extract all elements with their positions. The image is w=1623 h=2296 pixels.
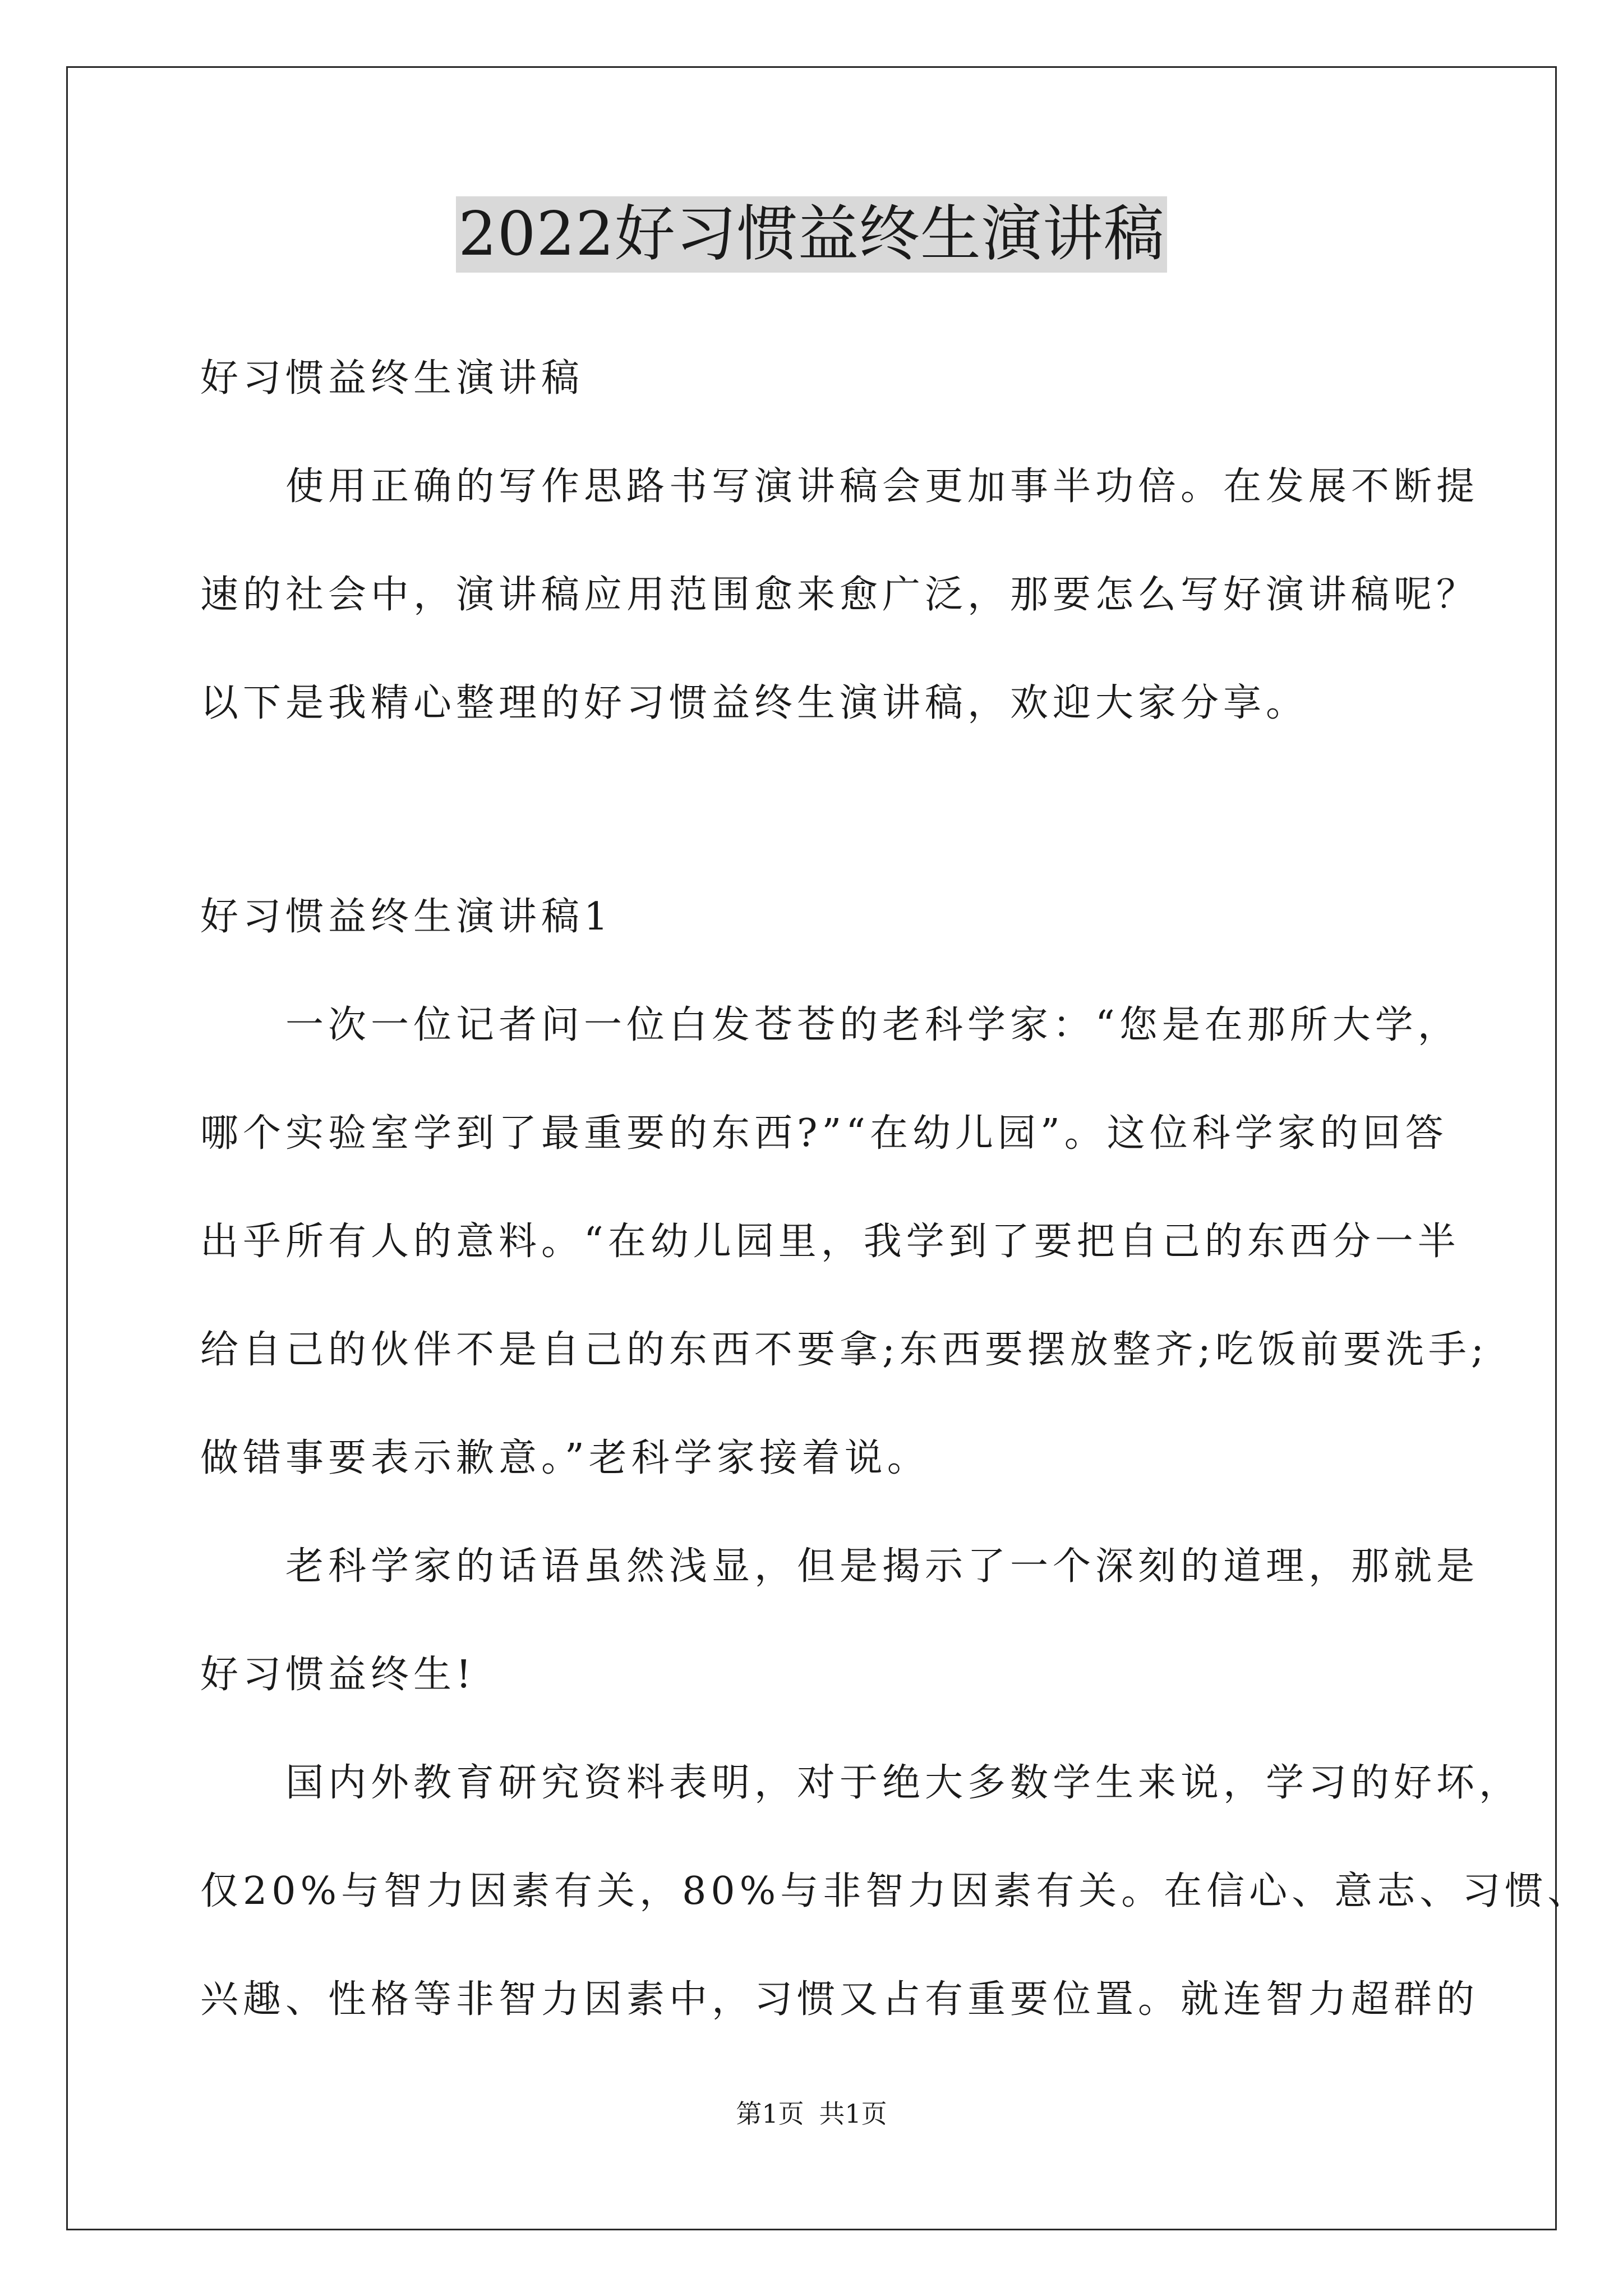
body-line: 一次一位记者问一位白发苍苍的老科学家：“您是在那所大学， — [200, 1003, 1460, 1047]
body-line: 以下是我精心整理的好习惯益终生演讲稿，欢迎大家分享。 — [200, 681, 1309, 725]
body-line: 仅20%与智力因素有关，80%与非智力因素有关。在信心、意志、习惯、 — [200, 1869, 1590, 1913]
body-line: 好习惯益终生演讲稿 — [200, 356, 584, 401]
body-line: 老科学家的话语虽然浅显，但是揭示了一个深刻的道理，那就是 — [200, 1544, 1479, 1589]
body-line: 好习惯益终生演讲稿1 — [200, 895, 613, 939]
body-line: 速的社会中，演讲稿应用范围愈来愈广泛，那要怎么写好演讲稿呢？ — [200, 573, 1479, 617]
document-title: 2022好习惯益终生演讲稿 — [456, 196, 1167, 273]
body-line: 哪个实验室学到了最重要的东西?”“在幼儿园”。这位科学家的回答 — [200, 1111, 1448, 1156]
body-line: 兴趣、性格等非智力因素中，习惯又占有重要位置。就连智力超群的 — [200, 1977, 1479, 2022]
page-number: 第1页 — [736, 2099, 804, 2129]
body-line: 做错事要表示歉意。”老科学家接着说。 — [200, 1436, 930, 1480]
page-footer — [0, 2097, 1623, 2131]
page-total: 共1页 — [819, 2099, 887, 2129]
title-container — [0, 196, 1623, 273]
body-line: 好习惯益终生! — [200, 1653, 476, 1697]
body-line: 给自己的伙伴不是自己的东西不要拿;东西要摆放整齐;吃饭前要洗手; — [200, 1328, 1488, 1372]
body-line: 国内外教育研究资料表明，对于绝大多数学生来说，学习的好坏， — [200, 1761, 1522, 1805]
body-line: 出乎所有人的意料。“在幼儿园里，我学到了要把自己的东西分一半 — [200, 1220, 1460, 1264]
body-line: 使用正确的写作思路书写演讲稿会更加事半功倍。在发展不断提 — [200, 464, 1479, 509]
